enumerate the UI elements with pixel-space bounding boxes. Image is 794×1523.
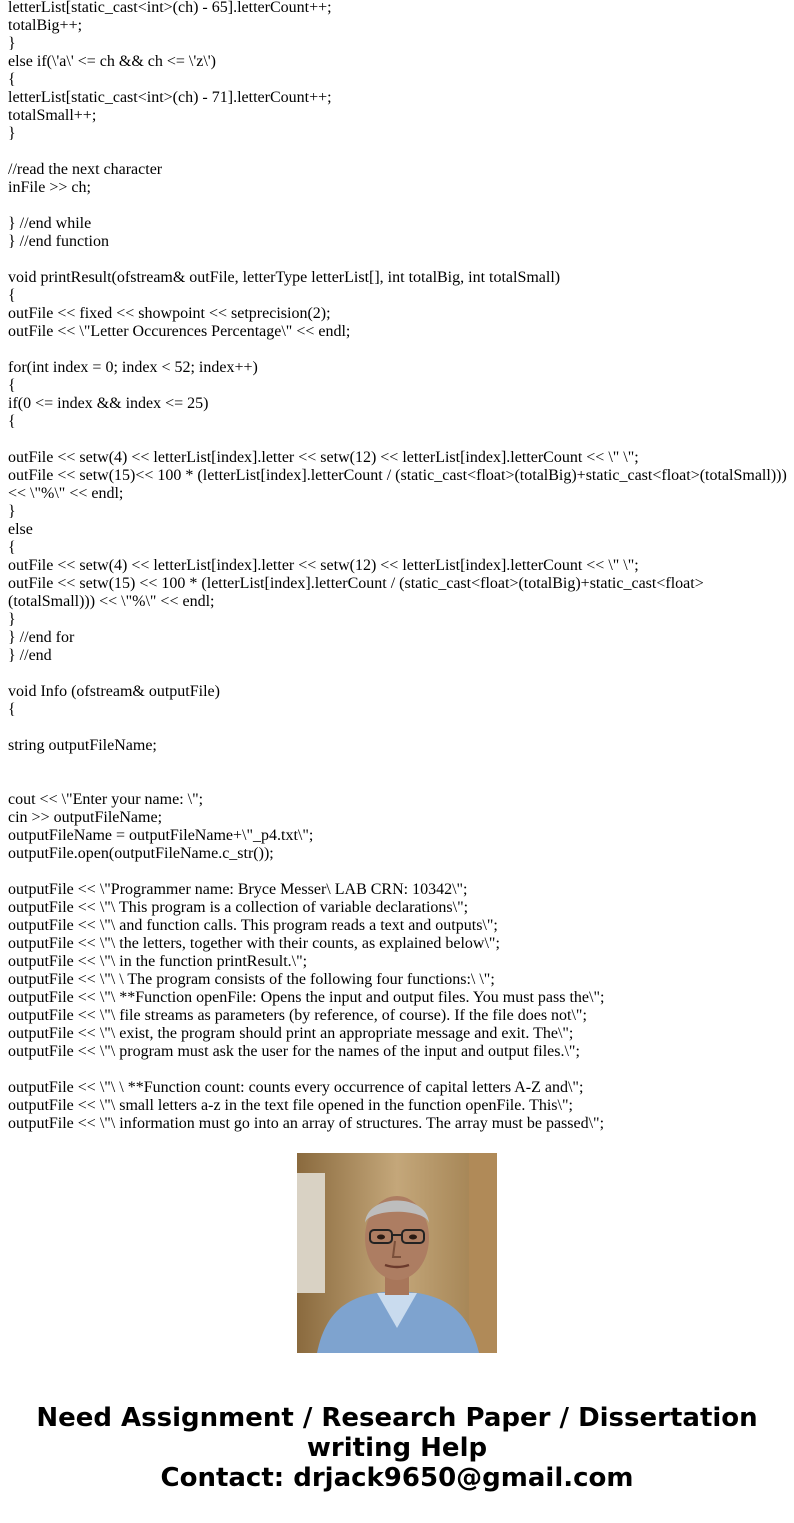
code-line: outputFile << \"\ program must ask the user for the names of the input and output files.\"; — [8, 1043, 580, 1060]
person-photo — [297, 1153, 497, 1353]
code-line — [8, 665, 788, 683]
code-line: if(0 <= index && index <= 25) — [8, 395, 209, 412]
code-line: outputFile << \"Programmer name: Bryce Messer\ LAB CRN: 10342\"; — [8, 881, 468, 898]
code-line: } //end function — [8, 233, 109, 250]
code-line — [8, 863, 788, 881]
code-line — [8, 251, 788, 269]
code-line: { — [8, 413, 16, 430]
code-line: letterList[static_cast<int>(ch) - 71].letterCount++; — [8, 89, 332, 106]
code-line: letterList[static_cast<int>(ch) - 65].letterCount++; — [8, 0, 332, 16]
code-line: outputFile << \"\ file streams as parameters (by reference, of course). If the file does not\"; — [8, 1007, 587, 1024]
code-line: } — [8, 611, 16, 628]
code-line: } — [8, 125, 16, 142]
code-line: outputFile << \"\ the letters, together with their counts, as explained below\"; — [8, 935, 500, 952]
code-line: } //end — [8, 647, 52, 664]
code-line: outputFile.open(outputFileName.c_str()); — [8, 845, 274, 862]
avatar — [297, 1153, 497, 1353]
code-line: outputFileName = outputFileName+\"_p4.txt\"; — [8, 827, 314, 844]
code-line: outFile << setw(4) << letterList[index].letter << setw(12) << letterList[index].letterCount << \" \"; — [8, 449, 639, 466]
code-line: { — [8, 287, 16, 304]
code-listing — [8, 0, 791, 1132]
code-line: outputFile << \"\ and function calls. This program reads a text and outputs\"; — [8, 917, 498, 934]
code-line: else — [8, 521, 33, 538]
footer-headline: Need Assignment / Research Paper / Dissertation writing Help — [36, 1403, 758, 1463]
footer-contact: Contact: drjack9650@gmail.com — [160, 1463, 634, 1493]
code-line — [8, 341, 788, 359]
code-line — [8, 143, 788, 161]
code-line: outputFile << \"\ in the function printResult.\"; — [8, 953, 308, 970]
code-line: outputFile << \"\ information must go into an array of structures. The array must be passed\"; — [8, 1115, 605, 1132]
code-line: //read the next character — [8, 161, 163, 178]
code-line: } — [8, 503, 16, 520]
code-line: for(int index = 0; index < 52; index++) — [8, 359, 258, 376]
code-line: outputFile << \"\ \ The program consists of the following four functions:\ \"; — [8, 971, 495, 988]
code-line: { — [8, 701, 16, 718]
code-line: outputFile << \"\ \ **Function count: counts every occurrence of capital letters A-Z and\"; — [8, 1079, 584, 1096]
code-line — [8, 755, 788, 773]
code-line: cin >> outputFileName; — [8, 809, 163, 826]
code-line: cout << \"Enter your name: \"; — [8, 791, 204, 808]
code-line — [8, 719, 788, 737]
code-line: { — [8, 377, 16, 394]
code-line — [8, 431, 788, 449]
code-line: } //end for — [8, 629, 75, 646]
code-line: string outputFileName; — [8, 737, 157, 754]
code-line: } — [8, 35, 16, 52]
code-line — [8, 197, 788, 215]
code-line: outFile << setw(4) << letterList[index].letter << setw(12) << letterList[index].letterCount << \" \"; — [8, 557, 639, 574]
code-line: outFile << fixed << showpoint << setprecision(2); — [8, 305, 331, 322]
code-line: outputFile << \"\ This program is a collection of variable declarations\"; — [8, 899, 469, 916]
code-line: outFile << setw(15)<< 100 * (letterList[index].letterCount / (static_cast<float>(totalBig)+static_cast<float>(totalSmall))) << \"%\" << endl; — [8, 467, 791, 502]
code-line — [8, 1061, 788, 1079]
code-line: { — [8, 539, 16, 556]
code-line: else if(\'a\' <= ch && ch <= \'z\') — [8, 53, 217, 70]
code-line: void printResult(ofstream& outFile, letterType letterList[], int totalBig, int totalSmall) — [8, 269, 561, 286]
code-line: outputFile << \"\ exist, the program should print an appropriate message and exit. The\"; — [8, 1025, 574, 1042]
code-line: totalBig++; — [8, 17, 83, 34]
code-line: outputFile << \"\ small letters a-z in the text file opened in the function openFile. This\"; — [8, 1097, 573, 1114]
contact-banner — [0, 1403, 794, 1493]
code-line: outFile << \"Letter Occurences Percentage\" << endl; — [8, 323, 351, 340]
code-line — [8, 773, 788, 791]
code-line: outputFile << \"\ **Function openFile: Opens the input and output files. You must pass the\"; — [8, 989, 605, 1006]
code-line: inFile >> ch; — [8, 179, 91, 196]
code-line: void Info (ofstream& outputFile) — [8, 683, 220, 700]
code-line: { — [8, 71, 16, 88]
code-line: } //end while — [8, 215, 92, 232]
code-line: outFile << setw(15) << 100 * (letterList[index].letterCount / (static_cast<float>(totalBig)+static_cast<float>(totalSmall))) << \"%\" << endl; — [8, 575, 704, 610]
code-line: totalSmall++; — [8, 107, 97, 124]
